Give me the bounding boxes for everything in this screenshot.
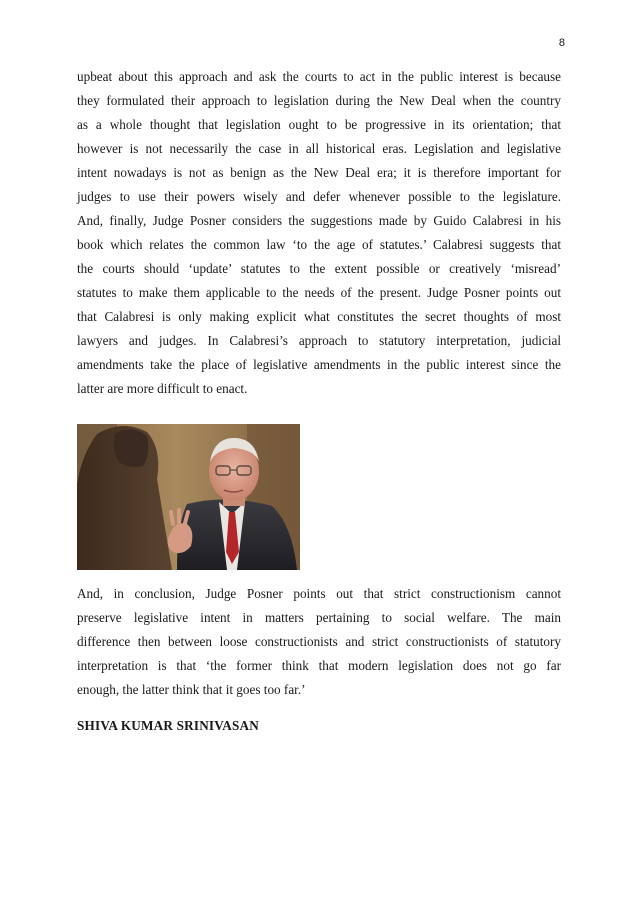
text-line: lawyers and judges. In Calabresi’s approach to statutory interpretation, judicial [77, 333, 561, 348]
text-line: intent nowadays is not as benign as the New Deal era; it is therefore important for [77, 165, 561, 180]
text-line: however is not necessarily the case in all historical eras. Legislation and legislative [77, 141, 561, 156]
text-line: latter are more difficult to enact. [77, 381, 248, 396]
text-line: they formulated their approach to legislation during the New Deal when the country [77, 93, 561, 108]
text-line: statutes to make them applicable to the needs of the present. Judge Posner points out [77, 285, 561, 300]
page-number: 8 [558, 37, 565, 49]
text-line: the courts should ‘update’ statutes to the extent possible or creatively ‘misread’ [77, 261, 561, 276]
photo-judge-conversation [77, 424, 300, 570]
author-name: SHIVA KUMAR SRINIVASAN [77, 718, 259, 733]
text-line: And, finally, Judge Posner considers the suggestions made by Guido Calabresi in his [77, 213, 561, 228]
text-line: interpretation is that ‘the former think that modern legislation does not go far [77, 658, 561, 673]
text-line: book which relates the common law ‘to the age of statutes.’ Calabresi suggests that [77, 237, 561, 252]
text-line: amendments take the place of legislative amendments in the public interest since the [77, 357, 561, 372]
paragraph-2 [77, 587, 561, 707]
text-line: difference then between loose constructionists and strict constructionists of statutory [77, 634, 561, 649]
text-line: as a whole thought that legislation ought to be progressive in its orientation; that [77, 117, 561, 132]
text-line: judges to use their powers wisely and defer whenever possible to the legislature. [77, 189, 561, 204]
text-line: And, in conclusion, Judge Posner points out that strict constructionism cannot [77, 586, 561, 601]
text-line: enough, the latter think that it goes too far.’ [77, 682, 306, 697]
text-line: preserve legislative intent in matters pertaining to social welfare. The main [77, 610, 561, 625]
text-line: upbeat about this approach and ask the courts to act in the public interest is because [77, 69, 561, 84]
text-line: that Calabresi is only making explicit what constitutes the secret thoughts of most [77, 309, 561, 324]
paragraph-1 [77, 70, 561, 406]
